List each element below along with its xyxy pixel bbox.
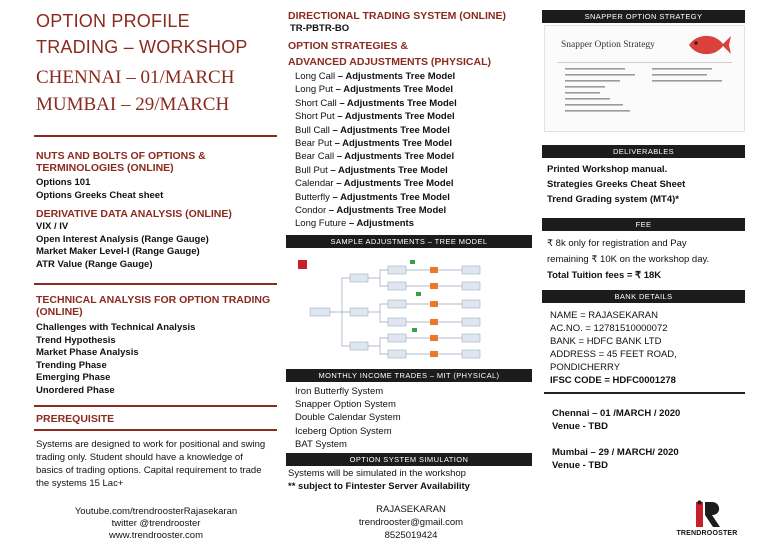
- prerequisite-heading: PREREQUISITE: [36, 413, 115, 425]
- bank-details-list: [550, 309, 677, 387]
- logo-text: TRENDROOSTER: [676, 530, 738, 537]
- contact-phone[interactable]: 8525019424: [384, 530, 438, 541]
- list-item: Long Call – Adjustments Tree Model: [295, 71, 456, 82]
- system-code: TR-PBTR-BO: [290, 23, 350, 34]
- bank-line: ADDRESS = 45 FEET ROAD,: [550, 349, 677, 360]
- sample-adjustments-bar: SAMPLE ADJUSTMENTS – TREE MODEL: [286, 235, 532, 248]
- list-item: Condor – Adjustments Tree Model: [295, 205, 447, 217]
- simulation-line1: Systems will be simulated in the workshop: [288, 468, 466, 479]
- mit-list: [295, 385, 401, 451]
- simulation-line2: ** subject to Fintester Server Availability: [288, 481, 470, 492]
- prerequisite-text: Systems are designed to work for positional and swing trading only. Student should have a knowledge of basics of trading options. Capital requirement to trade the systems 15 Lac+: [36, 439, 266, 489]
- divider: [34, 283, 277, 285]
- trendrooster-logo: [672, 500, 742, 540]
- list-item: Short Put – Adjustments Tree Model: [295, 111, 455, 123]
- list-item: Iceberg Option System: [295, 425, 392, 437]
- divider: [34, 135, 277, 137]
- snapper-fish-icon: [685, 30, 733, 60]
- workshop-title-line2: TRADING – WORKSHOP: [36, 37, 248, 57]
- list-item: Printed Workshop manual.: [547, 164, 668, 175]
- divider: [34, 405, 277, 407]
- bank-line: NAME = RAJASEKARAN: [550, 310, 658, 321]
- divider: [34, 429, 277, 431]
- fee-bar: FEE: [542, 218, 745, 231]
- list-item: Butterfly – Adjustments Tree Model: [295, 191, 450, 203]
- list-item: Calendar – Adjustments Tree Model: [295, 178, 454, 190]
- list-item: Challenges with Technical Analysis: [36, 322, 196, 333]
- snapper-bar: SNAPPER OPTION STRATEGY: [542, 10, 745, 23]
- contact-name: RAJASEKARAN: [376, 504, 446, 515]
- derivative-heading: DERIVATIVE DATA ANALYSIS (ONLINE): [36, 208, 232, 220]
- bank-line: IFSC CODE = HDFC0001278: [550, 375, 676, 386]
- contact-email[interactable]: trendrooster@gmail.com: [358, 517, 464, 528]
- list-item: Options 101: [36, 177, 91, 188]
- venue-date: Mumbai – 29 / MARCH/ 2020: [552, 447, 679, 458]
- simulation-bar: OPTION SYSTEM SIMULATION: [286, 453, 532, 466]
- twitter-handle[interactable]: twitter @trendrooster: [111, 518, 201, 529]
- list-item: Iron Butterfly System: [295, 386, 384, 397]
- venue-place: Venue - TBD: [552, 460, 608, 471]
- snapper-slide-title: Snapper Option Strategy: [561, 40, 655, 50]
- snapper-slide-thumbnail: [544, 25, 745, 132]
- list-item: VIX / IV: [36, 221, 69, 232]
- list-item: Long Future – Adjustments: [295, 218, 414, 230]
- technical-list: [36, 322, 195, 397]
- list-item: Trend Grading system (MT4)*: [547, 194, 679, 205]
- venue-chennai: [552, 407, 680, 433]
- strategies-heading-line1: OPTION STRATEGIES &: [288, 40, 408, 52]
- workshop-title-line1: OPTION PROFILE: [36, 11, 190, 31]
- slide-rule: [557, 62, 732, 63]
- deliverables-bar: DELIVERABLES: [542, 145, 745, 158]
- deliverables-list: [547, 162, 685, 207]
- technical-heading: TECHNICAL ANALYSIS FOR OPTION TRADING (ONLINE): [36, 294, 271, 318]
- list-item: Market Maker Level-I (Range Gauge): [36, 246, 200, 257]
- list-item: Options Greeks Cheat sheet: [36, 189, 164, 201]
- list-item: Bear Put – Adjustments Tree Model: [295, 138, 452, 150]
- bank-line: AC.NO. = 12781510000072: [550, 323, 668, 334]
- venue-date: Chennai – 01 /MARCH / 2020: [552, 408, 681, 419]
- fee-block: [547, 236, 709, 284]
- slide-text-lines: [557, 68, 735, 122]
- list-item: BAT System: [295, 438, 347, 450]
- fee-line: remaining ₹ 10K on the workshop day.: [547, 254, 710, 265]
- social-links: [36, 506, 276, 542]
- divider: [544, 392, 745, 394]
- monthly-income-bar: MONTHLY INCOME TRADES – MIT (PHYSICAL): [286, 369, 532, 382]
- logo-mark-icon: [672, 500, 742, 530]
- tree-diagram-image: [290, 252, 530, 364]
- list-item: Double Calendar System: [295, 412, 401, 424]
- strategies-list: [295, 70, 457, 231]
- list-item: Bear Call – Adjustments Tree Model: [295, 151, 455, 163]
- youtube-link[interactable]: Youtube.com/trendroosterRajasekaran: [74, 506, 238, 517]
- nuts-heading: NUTS AND BOLTS OF OPTIONS & TERMINOLOGIES (ONLINE): [36, 150, 206, 174]
- list-item: Strategies Greeks Cheat Sheet: [547, 179, 686, 190]
- contact-block: [288, 503, 534, 542]
- adjustment-tree-diagram: [290, 252, 530, 364]
- fee-total: Total Tuition fees = ₹ 18K: [547, 270, 662, 281]
- venue-place: Venue - TBD: [552, 421, 608, 432]
- list-item: Short Call – Adjustments Tree Model: [295, 97, 457, 109]
- list-item: Market Phase Analysis: [36, 347, 139, 358]
- list-item: Bull Put – Adjustments Tree Model: [295, 164, 448, 176]
- website-link[interactable]: www.trendrooster.com: [109, 530, 203, 541]
- list-item: Unordered Phase: [36, 384, 115, 396]
- nuts-list: [36, 177, 163, 202]
- bank-line: BANK = HDFC BANK LTD: [550, 336, 662, 347]
- bank-line: PONDICHERRY: [550, 362, 621, 373]
- fee-line: ₹ 8k only for registration and Pay: [547, 238, 687, 249]
- directional-heading: DIRECTIONAL TRADING SYSTEM (ONLINE): [288, 10, 506, 22]
- derivative-list: [36, 221, 209, 271]
- bank-details-bar: BANK DETAILS: [542, 290, 745, 303]
- list-item: Snapper Option System: [295, 399, 396, 411]
- list-item: Long Put – Adjustments Tree Model: [295, 84, 454, 96]
- list-item: ATR Value (Range Gauge): [36, 258, 153, 270]
- venue-mumbai: [552, 446, 679, 472]
- city-mumbai-date: MUMBAI – 29/MARCH: [36, 94, 230, 115]
- list-item: Trending Phase: [36, 359, 107, 371]
- strategies-heading-line2: ADVANCED ADJUSTMENTS (PHYSICAL): [288, 56, 492, 68]
- list-item: Bull Call – Adjustments Tree Model: [295, 124, 450, 136]
- list-item: Open Interest Analysis (Range Gauge): [36, 233, 209, 245]
- city-chennai-date: CHENNAI – 01/MARCH: [36, 67, 235, 88]
- list-item: Emerging Phase: [36, 372, 111, 383]
- list-item: Trend Hypothesis: [36, 334, 116, 346]
